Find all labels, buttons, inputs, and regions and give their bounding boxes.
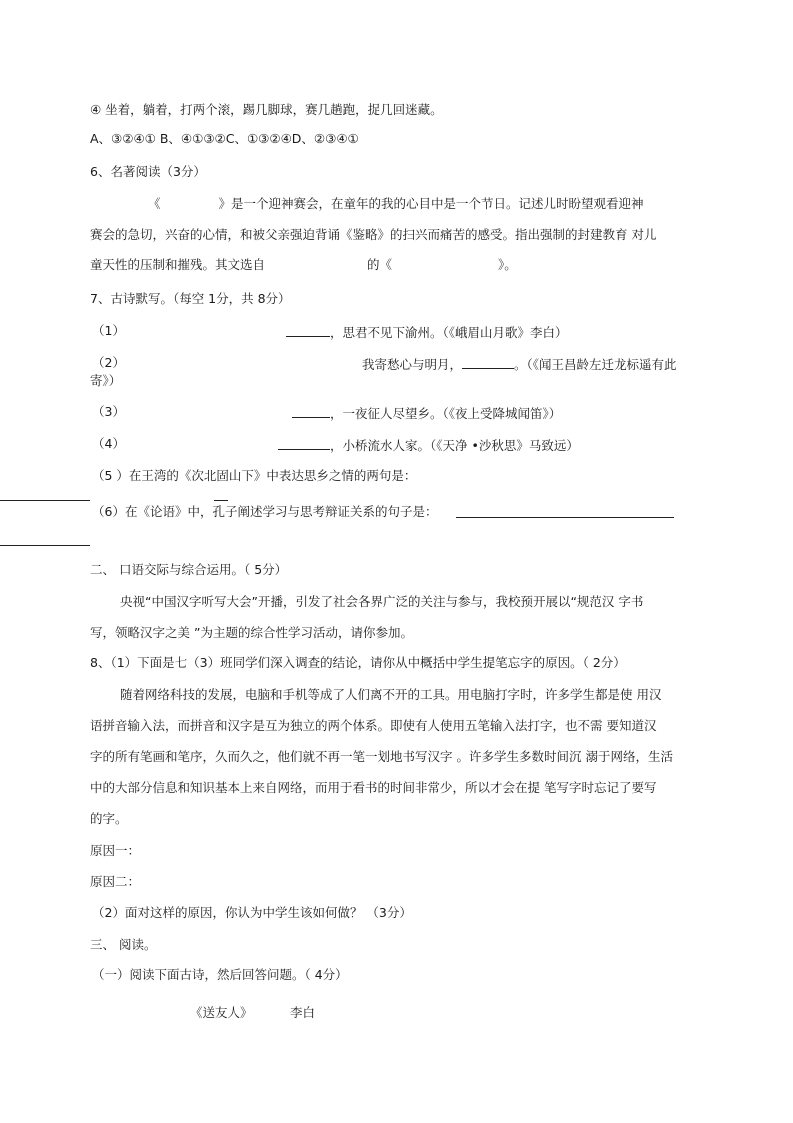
part2-title: 二、 口语交际与综合运用。（ 5分） — [90, 562, 288, 577]
q7-text-2a: 我寄愁心与明月， — [362, 357, 463, 372]
q6-open-bracket: 《 — [148, 196, 161, 211]
q7-blank-2[interactable] — [462, 354, 514, 369]
q7-blank-5b[interactable] — [214, 500, 228, 501]
part3-sub-1: （一）阅读下面古诗，然后回答问题。（ 4分） — [92, 967, 348, 982]
q7-line-2 — [362, 354, 677, 374]
poem-author: 李白 — [290, 1005, 316, 1020]
q7-num-2: （2） — [92, 355, 125, 370]
part3-title: 三、 阅读。 — [90, 937, 157, 952]
q7-text-4: ，小桥流水人家。（《天净 •沙秋思》马致远） — [330, 438, 579, 453]
q7-text-3: ，一夜征人尽望乡。（《夜上受降城闻笛》） — [330, 406, 562, 421]
q6-line-3-c: 》。 — [498, 257, 517, 272]
q7-blank-5a[interactable] — [0, 500, 90, 501]
q7-blank-6b[interactable] — [0, 545, 90, 546]
q7-blank-3[interactable] — [292, 403, 330, 418]
q7-num-4: （4） — [92, 436, 125, 451]
q6-line-3-a: 童天性的压制和摧残。其文选自 — [90, 257, 266, 272]
q7-text-2b: 。（《闻王昌龄左迁龙标遥有此 — [514, 357, 677, 372]
q5-options: A、③②④① B、④①③②C、①③②④D、②③④① — [90, 131, 359, 146]
q6-line-3-b: 的《 — [367, 257, 393, 272]
q6-line-2: 赛会的急切，兴奋的心情，和被父亲强迫背诵《鉴略》的扫兴而痛苦的感受。指出强制的封建教育 对儿 — [90, 227, 657, 242]
q7-line-6: （6）在《论语》中，孔子阐述学习与思考辩证关系的句子是： — [92, 504, 438, 519]
q8-reading-4: 中的大部分信息和知识基本上来自网络，而用于看书的时间非常少，所以才会在提 笔写字时忘记了要写 — [90, 780, 657, 795]
q8-reading-2: 语拼音输入法，而拼音和汉字是互为独立的两个体系。即使有人使用五笔输入法打字，也不需 要知道汉 — [90, 718, 657, 733]
q7-num-3: （3） — [92, 404, 125, 419]
q8-reading-5: 的字。 — [90, 811, 128, 826]
q7-num-1: （1） — [92, 323, 125, 338]
reason-1-label: 原因一： — [90, 843, 141, 858]
q7-text-2c: 寄》） — [90, 373, 122, 388]
q7-blank-4[interactable] — [278, 435, 330, 450]
q8-reading-1: 随着网络科技的发展，电脑和手机等成了人们离不开的工具。用电脑打字时，许多学生都是使 用汉 — [120, 687, 662, 702]
q7-line-1 — [286, 322, 568, 342]
poem-title: 《送友人》 — [190, 1005, 253, 1020]
q6-line-1-text: 》是一个迎神赛会，在童年的我的心目中是一个节日。记述儿时盼望观看迎神 — [218, 196, 644, 211]
q5-item-4: ④ 坐着，躺着，打两个滚，踢几脚球，赛几趟跑，捉几回迷藏。 — [90, 102, 443, 117]
q7-blank-6a[interactable] — [456, 517, 674, 518]
q6-title: 6、名著阅读（3分） — [90, 164, 206, 179]
q7-text-1: ，思君不见下渝州。（《峨眉山月歌》李白） — [330, 325, 568, 340]
q8-part-2: （2）面对这样的原因，你认为中学生该如何做？ （3分） — [92, 905, 412, 920]
q6-line-3 — [90, 256, 517, 274]
q7-line-3 — [292, 403, 561, 423]
q7-line-5: （5 ）在王湾的《次北固山下》中表达思乡之情的两句是： — [92, 468, 417, 483]
q7-title: 7、古诗默写。（每空 1分，共 8分） — [90, 291, 291, 306]
q8-reading-3: 字的所有笔画和笔序，久而久之，他们就不再一笔一划地书写汉字 。许多学生多数时间沉 溺于网络，生活 — [90, 749, 673, 764]
q7-line-4 — [278, 435, 579, 455]
q6-book-blank[interactable] — [161, 194, 219, 208]
part2-para-1: 央视“中国汉字听写大会”开播，引发了社会各界广泛的关注与参与，我校预开展以“规范汉 字书 — [120, 594, 644, 609]
part2-para-2: 写，领略汉字之美 ”为主题的综合性学习活动，请你参加。 — [90, 625, 413, 640]
q7-blank-1[interactable] — [286, 322, 330, 337]
reason-2-label: 原因二： — [90, 874, 141, 889]
q6-line-1 — [148, 194, 644, 213]
q8-prompt: 8、（1）下面是七（3）班同学们深入调查的结论，请你从中概括中学生提笔忘字的原因。（ 2分） — [90, 655, 626, 670]
